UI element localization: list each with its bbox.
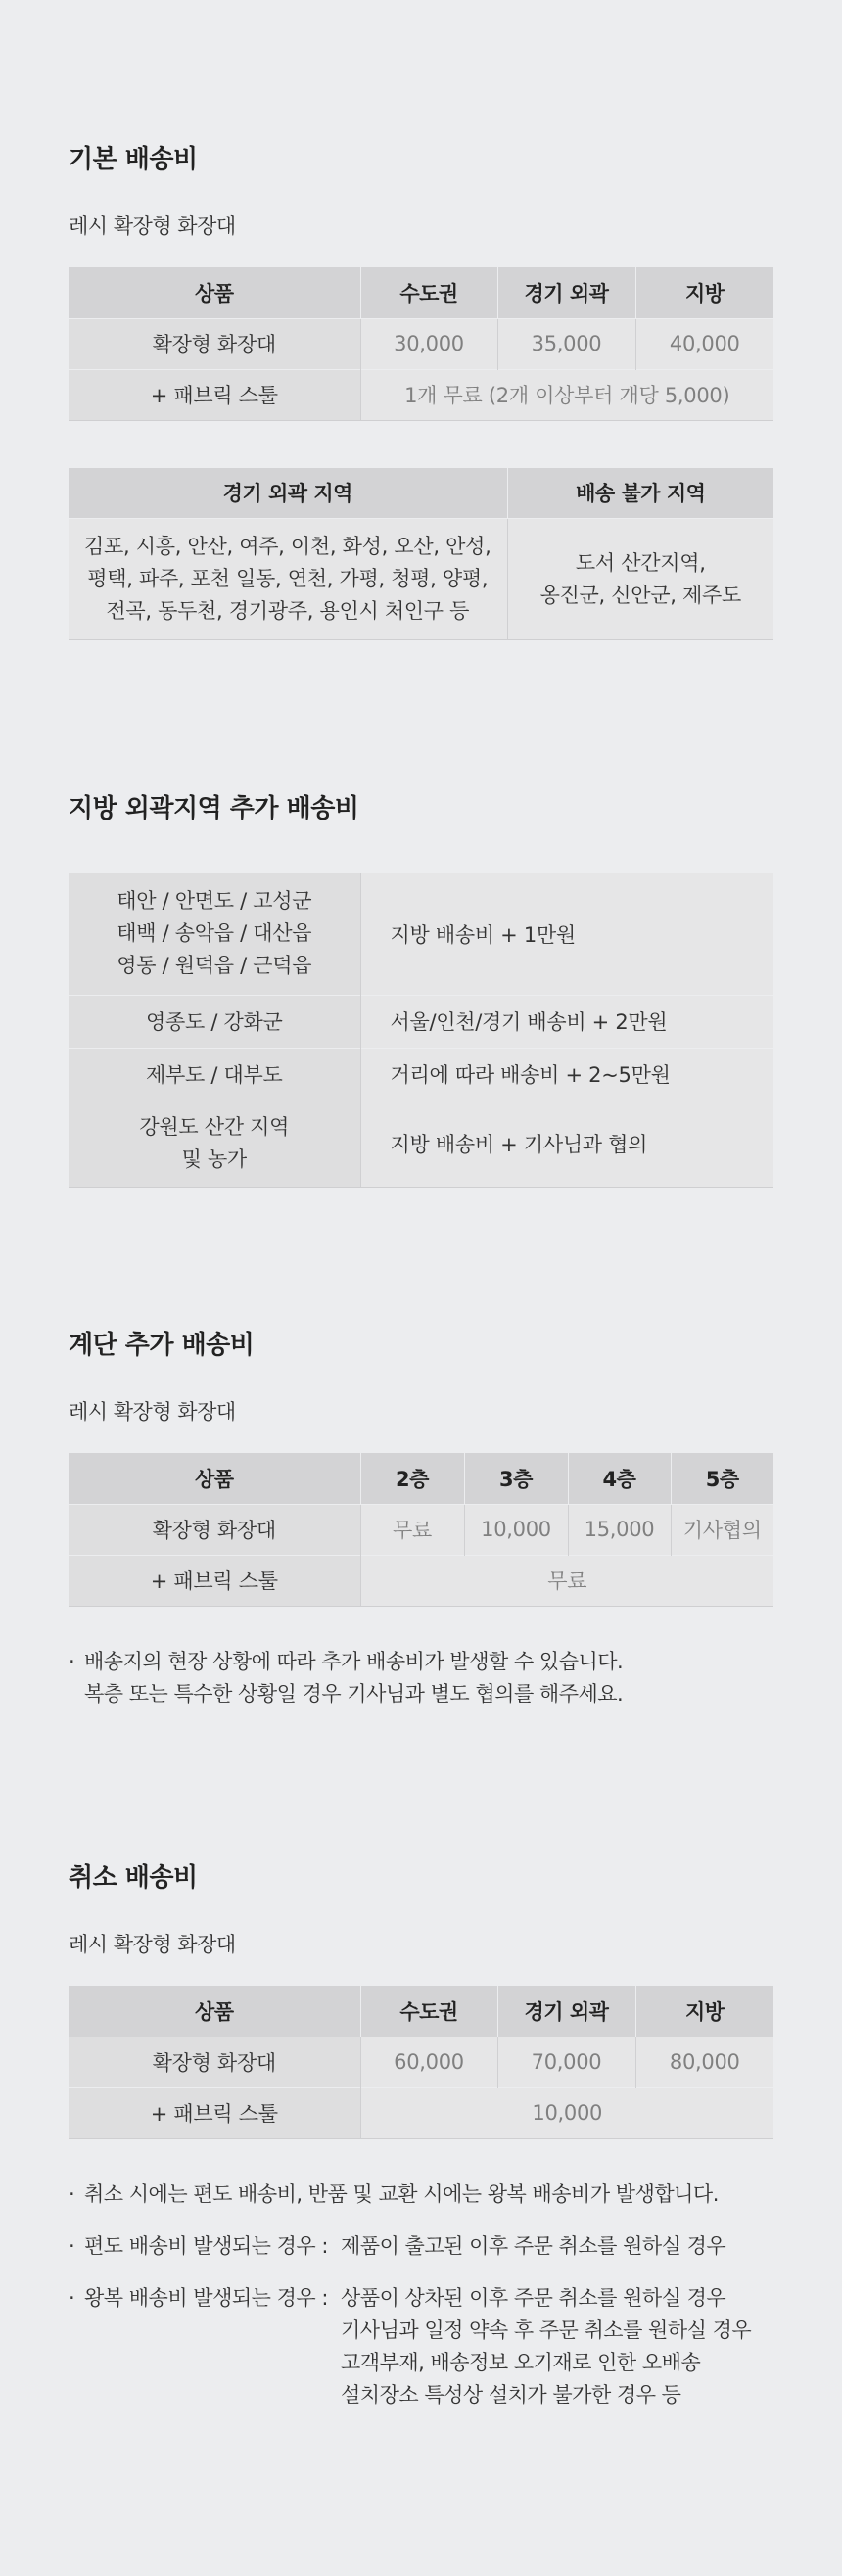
section-title: 취소 배송비 <box>69 1863 198 1893</box>
region-line: 전곡, 동두천, 경기광주, 용인시 처인구 등 <box>106 599 470 623</box>
header-cell: 5층 <box>671 1453 773 1504</box>
price-cell: 80,000 <box>635 2037 773 2087</box>
fee-cell: 지방 배송비 + 1만원 <box>360 873 773 995</box>
table-header-row <box>69 267 773 318</box>
price-cell: 70,000 <box>497 2037 635 2087</box>
region-line: 평택, 파주, 포천 일동, 연천, 가평, 청평, 양평, <box>87 567 489 590</box>
header-cell: 상품 <box>69 1986 360 2037</box>
remote-area-section <box>69 791 773 1188</box>
table-row <box>69 1101 773 1187</box>
section-title: 계단 추가 배송비 <box>69 1331 255 1360</box>
region-line: 도서 산간지역, <box>575 550 706 575</box>
area-line: 태안 / 안면도 / 고성군 <box>117 889 312 913</box>
price-cell: 기사협의 <box>671 1504 773 1555</box>
outer-region-cell <box>69 519 507 640</box>
note-item <box>69 1646 773 1710</box>
header-cell: 상품 <box>69 1453 360 1504</box>
table-row <box>69 2087 773 2138</box>
product-cell: 확장형 화장대 <box>69 318 360 369</box>
note-value: 제품이 출고된 이후 주문 취소를 원하실 경우 <box>341 2233 726 2258</box>
header-cell: 경기 외곽 <box>497 267 635 318</box>
header-cell: 수도권 <box>360 1986 497 2037</box>
product-cell: 확장형 화장대 <box>69 2037 360 2087</box>
table-header-row <box>69 468 773 519</box>
table-row <box>69 873 773 995</box>
stairs-table <box>69 1453 773 1607</box>
basic-shipping-section <box>69 142 773 640</box>
note-values <box>341 2282 773 2412</box>
note-text <box>84 1646 773 1710</box>
product-cell: 확장형 화장대 <box>69 1504 360 1555</box>
unavailable-region-cell <box>507 519 773 640</box>
area-line: 강원도 산간 지역 <box>139 1115 290 1139</box>
table-row <box>69 995 773 1048</box>
cancel-table <box>69 1986 773 2139</box>
note-line: 설치장소 특성상 설치가 불가한 경우 등 <box>341 2382 681 2407</box>
table-row <box>69 369 773 420</box>
price-cell: 1개 무료 (2개 이상부터 개당 5,000) <box>360 369 773 420</box>
bullet: · <box>69 2233 75 2258</box>
fee-cell: 서울/인천/경기 배송비 + 2만원 <box>360 995 773 1048</box>
note-item <box>69 2230 773 2263</box>
header-cell: 2층 <box>360 1453 464 1504</box>
region-line: 옹진군, 신안군, 제주도 <box>539 583 741 607</box>
price-cell: 10,000 <box>464 1504 568 1555</box>
stairs-section <box>69 1328 773 1710</box>
header-cell: 4층 <box>568 1453 671 1504</box>
area-cell <box>69 1101 360 1187</box>
stairs-notes <box>69 1646 773 1710</box>
remote-area-table <box>69 873 773 1188</box>
note-key: 편도 배송비 발생되는 경우 : <box>84 2233 328 2258</box>
product-subtitle: 레시 확장형 화장대 <box>69 1400 236 1424</box>
note-item <box>69 2178 773 2211</box>
note-line: 상품이 상차된 이후 주문 취소를 원하실 경우 <box>341 2285 726 2310</box>
price-cell: 무료 <box>360 1555 773 1606</box>
header-cell: 배송 불가 지역 <box>507 468 773 519</box>
price-cell: 40,000 <box>635 318 773 369</box>
area-line: 영동 / 원덕읍 / 근덕읍 <box>117 954 312 978</box>
area-cell <box>69 873 360 995</box>
table-header-row <box>69 1453 773 1504</box>
note-item <box>69 2282 773 2412</box>
note-line: 배송지의 현장 상황에 따라 추가 배송비가 발생할 수 있습니다. <box>84 1649 624 1673</box>
basic-shipping-table <box>69 267 773 421</box>
product-cell: + 패브릭 스툴 <box>69 2087 360 2138</box>
header-cell: 3층 <box>464 1453 568 1504</box>
product-cell: + 패브릭 스툴 <box>69 1555 360 1606</box>
header-cell: 상품 <box>69 267 360 318</box>
table-row <box>69 2037 773 2087</box>
price-cell: 30,000 <box>360 318 497 369</box>
cancel-section <box>69 1860 773 2412</box>
note-key: 왕복 배송비 발생되는 경우 : <box>84 2285 328 2310</box>
note-line: 기사님과 일정 약속 후 주문 취소를 원하실 경우 <box>341 2318 752 2342</box>
table-row <box>69 318 773 369</box>
note-line: 복층 또는 특수한 상황일 경우 기사님과 별도 협의를 해주세요. <box>84 1681 624 1706</box>
header-cell: 지방 <box>635 1986 773 2037</box>
bullet: · <box>69 2181 75 2206</box>
price-cell: 무료 <box>360 1504 464 1555</box>
price-cell: 10,000 <box>360 2087 773 2138</box>
header-cell: 경기 외곽 <box>497 1986 635 2037</box>
cancel-notes <box>69 2178 773 2412</box>
price-cell: 15,000 <box>568 1504 671 1555</box>
bullet: · <box>69 2285 75 2310</box>
table-row <box>69 1048 773 1101</box>
note-line: 고객부재, 배송정보 오기재로 인한 오배송 <box>341 2350 701 2374</box>
table-row <box>69 519 773 640</box>
table-row <box>69 1504 773 1555</box>
bullet: · <box>69 1649 75 1673</box>
fee-cell: 거리에 따라 배송비 + 2~5만원 <box>360 1048 773 1101</box>
product-subtitle: 레시 확장형 화장대 <box>69 214 236 238</box>
fee-cell: 지방 배송비 + 기사님과 협의 <box>360 1101 773 1187</box>
price-cell: 35,000 <box>497 318 635 369</box>
header-cell: 수도권 <box>360 267 497 318</box>
area-cell: 영종도 / 강화군 <box>69 995 360 1048</box>
product-cell: + 패브릭 스툴 <box>69 369 360 420</box>
table-header-row <box>69 1986 773 2037</box>
area-line: 및 농가 <box>181 1147 247 1171</box>
area-cell: 제부도 / 대부도 <box>69 1048 360 1101</box>
section-title: 기본 배송비 <box>69 145 198 174</box>
product-subtitle: 레시 확장형 화장대 <box>69 1933 236 1956</box>
area-line: 태백 / 송악읍 / 대산읍 <box>117 921 312 946</box>
table-row <box>69 1555 773 1606</box>
region-table <box>69 468 773 641</box>
section-title: 지방 외곽지역 추가 배송비 <box>69 794 359 823</box>
price-cell: 60,000 <box>360 2037 497 2087</box>
region-line: 김포, 시흥, 안산, 여주, 이천, 화성, 오산, 안성, <box>84 535 491 558</box>
note-text: 취소 시에는 편도 배송비, 반품 및 교환 시에는 왕복 배송비가 발생합니다. <box>84 2181 719 2206</box>
header-cell: 지방 <box>635 267 773 318</box>
header-cell: 경기 외곽 지역 <box>69 468 507 519</box>
